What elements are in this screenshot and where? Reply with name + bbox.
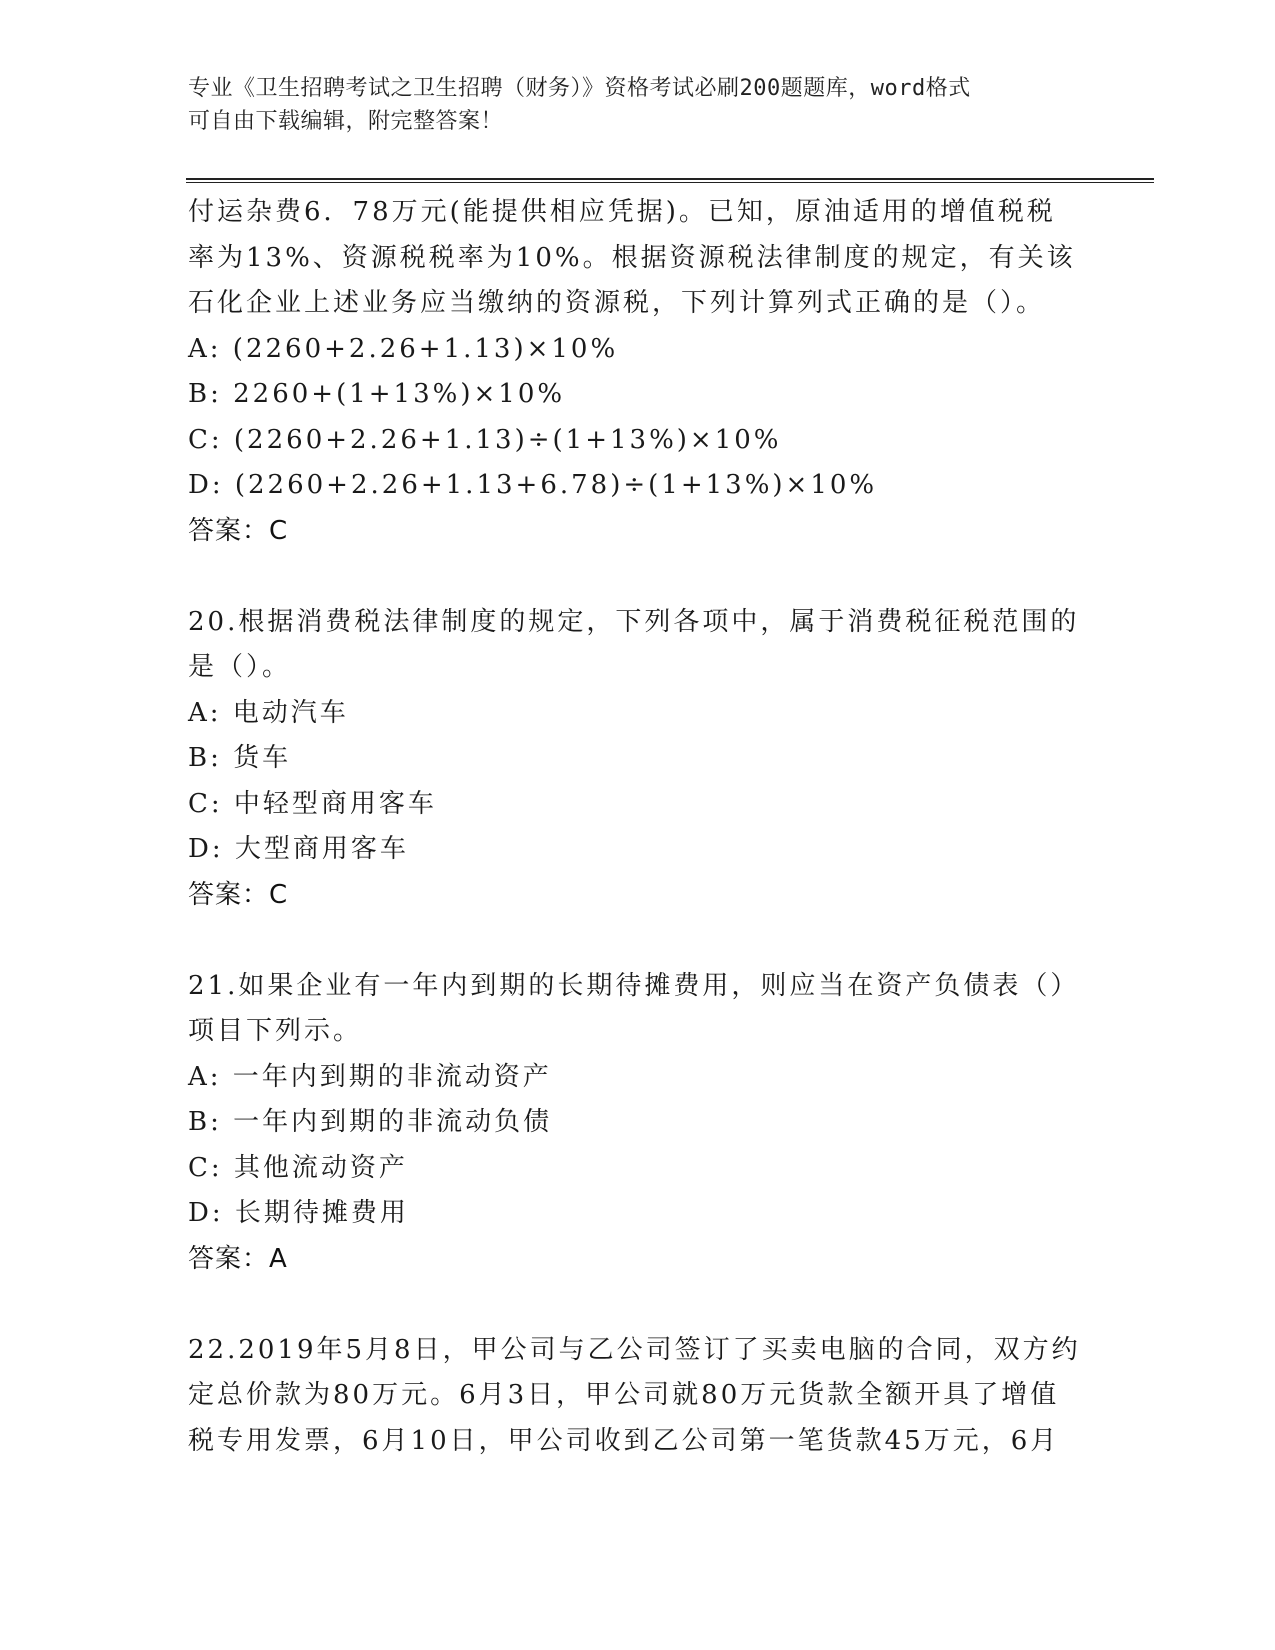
question-stem-line: 是（）。 <box>188 652 292 682</box>
question-stem-line: 付运杂费6．78万元(能提供相应凭据)。已知，原油适用的增值税税 <box>188 197 1056 227</box>
question-stem-line: 21.如果企业有一年内到期的长期待摊费用，则应当在资产负债表（） <box>188 970 1080 1001</box>
option-c: C: (2260+2.26+1.13)÷(1+13%)×10% <box>188 424 782 455</box>
option-a: A: 电动汽车 <box>188 697 349 728</box>
question-stem-line: 定总价款为80万元。6月3日，甲公司就80万元货款全额开具了增值 <box>188 1380 1060 1410</box>
option-d: D: 大型商用客车 <box>188 834 409 864</box>
spacer <box>188 554 1088 600</box>
option-b: B: 2260+(1+13%)×10% <box>188 379 566 409</box>
option-d: D: 长期待摊费用 <box>188 1198 409 1228</box>
header-divider-thin <box>186 182 1154 183</box>
spacer <box>188 1282 1088 1328</box>
document-header <box>188 72 1088 138</box>
option-c: C: 其他流动资产 <box>188 1152 408 1183</box>
question-stem-line: 20.根据消费税法律制度的规定，下列各项中，属于消费税征税范围的 <box>188 606 1080 637</box>
question-21 <box>188 964 1088 1283</box>
question-stem-line: 22.2019年5月8日，甲公司与乙公司签订了买卖电脑的合同，双方约 <box>188 1334 1081 1365</box>
header-title-line-1: 专业《卫生招聘考试之卫生招聘（财务）》资格考试必刷200题题库，word格式 <box>188 76 971 101</box>
header-divider-thick <box>186 178 1154 180</box>
answer-line: 答案：C <box>188 515 289 546</box>
option-c: C: 中轻型商用客车 <box>188 788 437 819</box>
question-stem-line: 税专用发票，6月10日，甲公司收到乙公司第一笔货款45万元，6月 <box>188 1425 1060 1456</box>
header-title-line-2: 可自由下载编辑，附完整答案！ <box>188 109 504 134</box>
option-b: B: 货车 <box>188 743 292 773</box>
question-stem-line: 石化企业上述业务应当缴纳的资源税，下列计算列式正确的是（）。 <box>188 288 1046 318</box>
option-d: D: (2260+2.26+1.13+6.78)÷(1+13%)×10% <box>188 470 878 500</box>
document-body <box>188 190 1088 1464</box>
question-stem-line: 项目下列示。 <box>188 1016 363 1046</box>
option-a: A: (2260+2.26+1.13)×10% <box>188 333 619 364</box>
question-20 <box>188 600 1088 919</box>
answer-line: 答案：A <box>188 1243 288 1274</box>
option-b: B: 一年内到期的非流动负债 <box>188 1107 553 1137</box>
question-stem-line: 率为13%、资源税税率为10%。根据资源税法律制度的规定，有关该 <box>188 242 1076 273</box>
option-a: A: 一年内到期的非流动资产 <box>188 1061 552 1092</box>
question-19 <box>188 190 1088 554</box>
question-22 <box>188 1328 1088 1465</box>
spacer <box>188 918 1088 964</box>
answer-line: 答案：C <box>188 879 289 910</box>
